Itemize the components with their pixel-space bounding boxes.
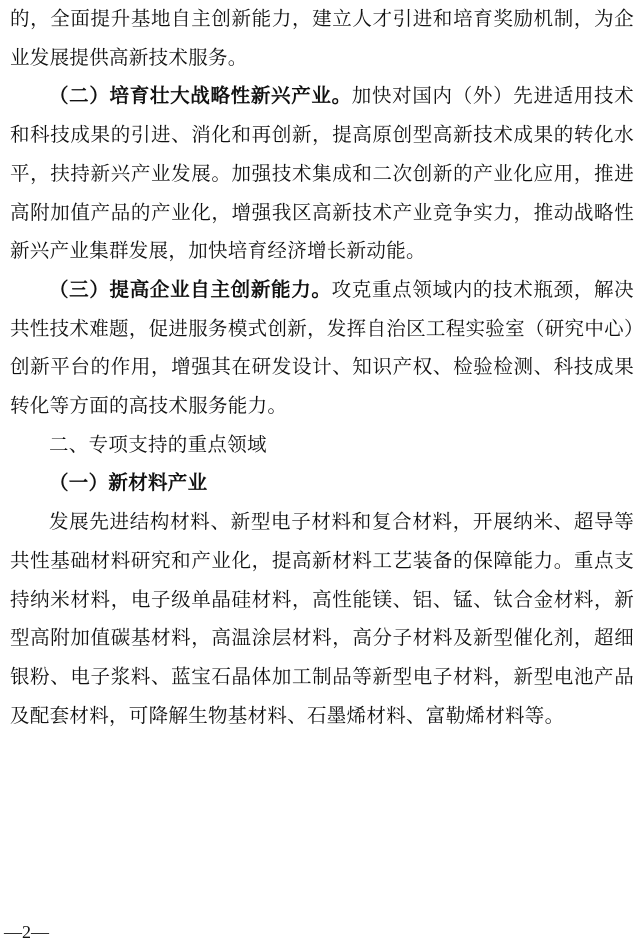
document-body [10, 0, 634, 735]
paragraph-text: 的，全面提升基地自主创新能力，建立人才引进和培育奖励机制，为企业发展提供高新技术服务。 [10, 7, 634, 69]
section-heading: 二、专项支持的重点领域 [49, 432, 267, 456]
paragraph-text: 发展先进结构材料、新型电子材料和复合材料，开展纳米、超导等共性基础材料研究和产业化，提高新材料工艺装备的保障能力。重点支持纳米材料，电子级单晶硅材料，高性能镁、铝、锰、钛合金材料，新型高附加值碳基材料，高温涂层材料，高分子材料及新型催化剂，超细银粉、电子浆料、蓝宝石晶体加工制品等新型电子材料，新型电池产品及配套材料，可降解生物基材料、石墨烯材料、富勒烯材料等。 [10, 510, 634, 727]
sub-heading: （一）新材料产业 [49, 471, 208, 495]
paragraph-item-2 [10, 77, 634, 271]
page-number: —2— [4, 922, 49, 942]
paragraph-text: 攻克重点领域内的技术瓶颈，解决共性技术难题，促进服务模式创新，发挥自治区工程实验室（研究中心）创新平台的作用，增强其在研发设计、知识产权、检验检测、科技成果转化等方面的高技术服务能力。 [10, 277, 634, 418]
paragraph-text: 加快对国内（外）先进适用技术和科技成果的引进、消化和再创新，提高原创型高新技术成果的转化水平，扶持新兴产业发展。加强技术集成和二次创新的产业化应用，推进高附加值产品的产业化，增强我区高新技术产业竞争实力，推动战略性新兴产业集群发展，加快培育经济增长新动能。 [10, 84, 634, 263]
paragraph-final [10, 503, 634, 735]
paragraph-lead: （二）培育壮大战略性新兴产业。 [49, 84, 352, 108]
paragraph-lead: （三）提高企业自主创新能力。 [49, 277, 332, 301]
paragraph-item-3 [10, 271, 634, 426]
paragraph-continuation [10, 0, 634, 77]
